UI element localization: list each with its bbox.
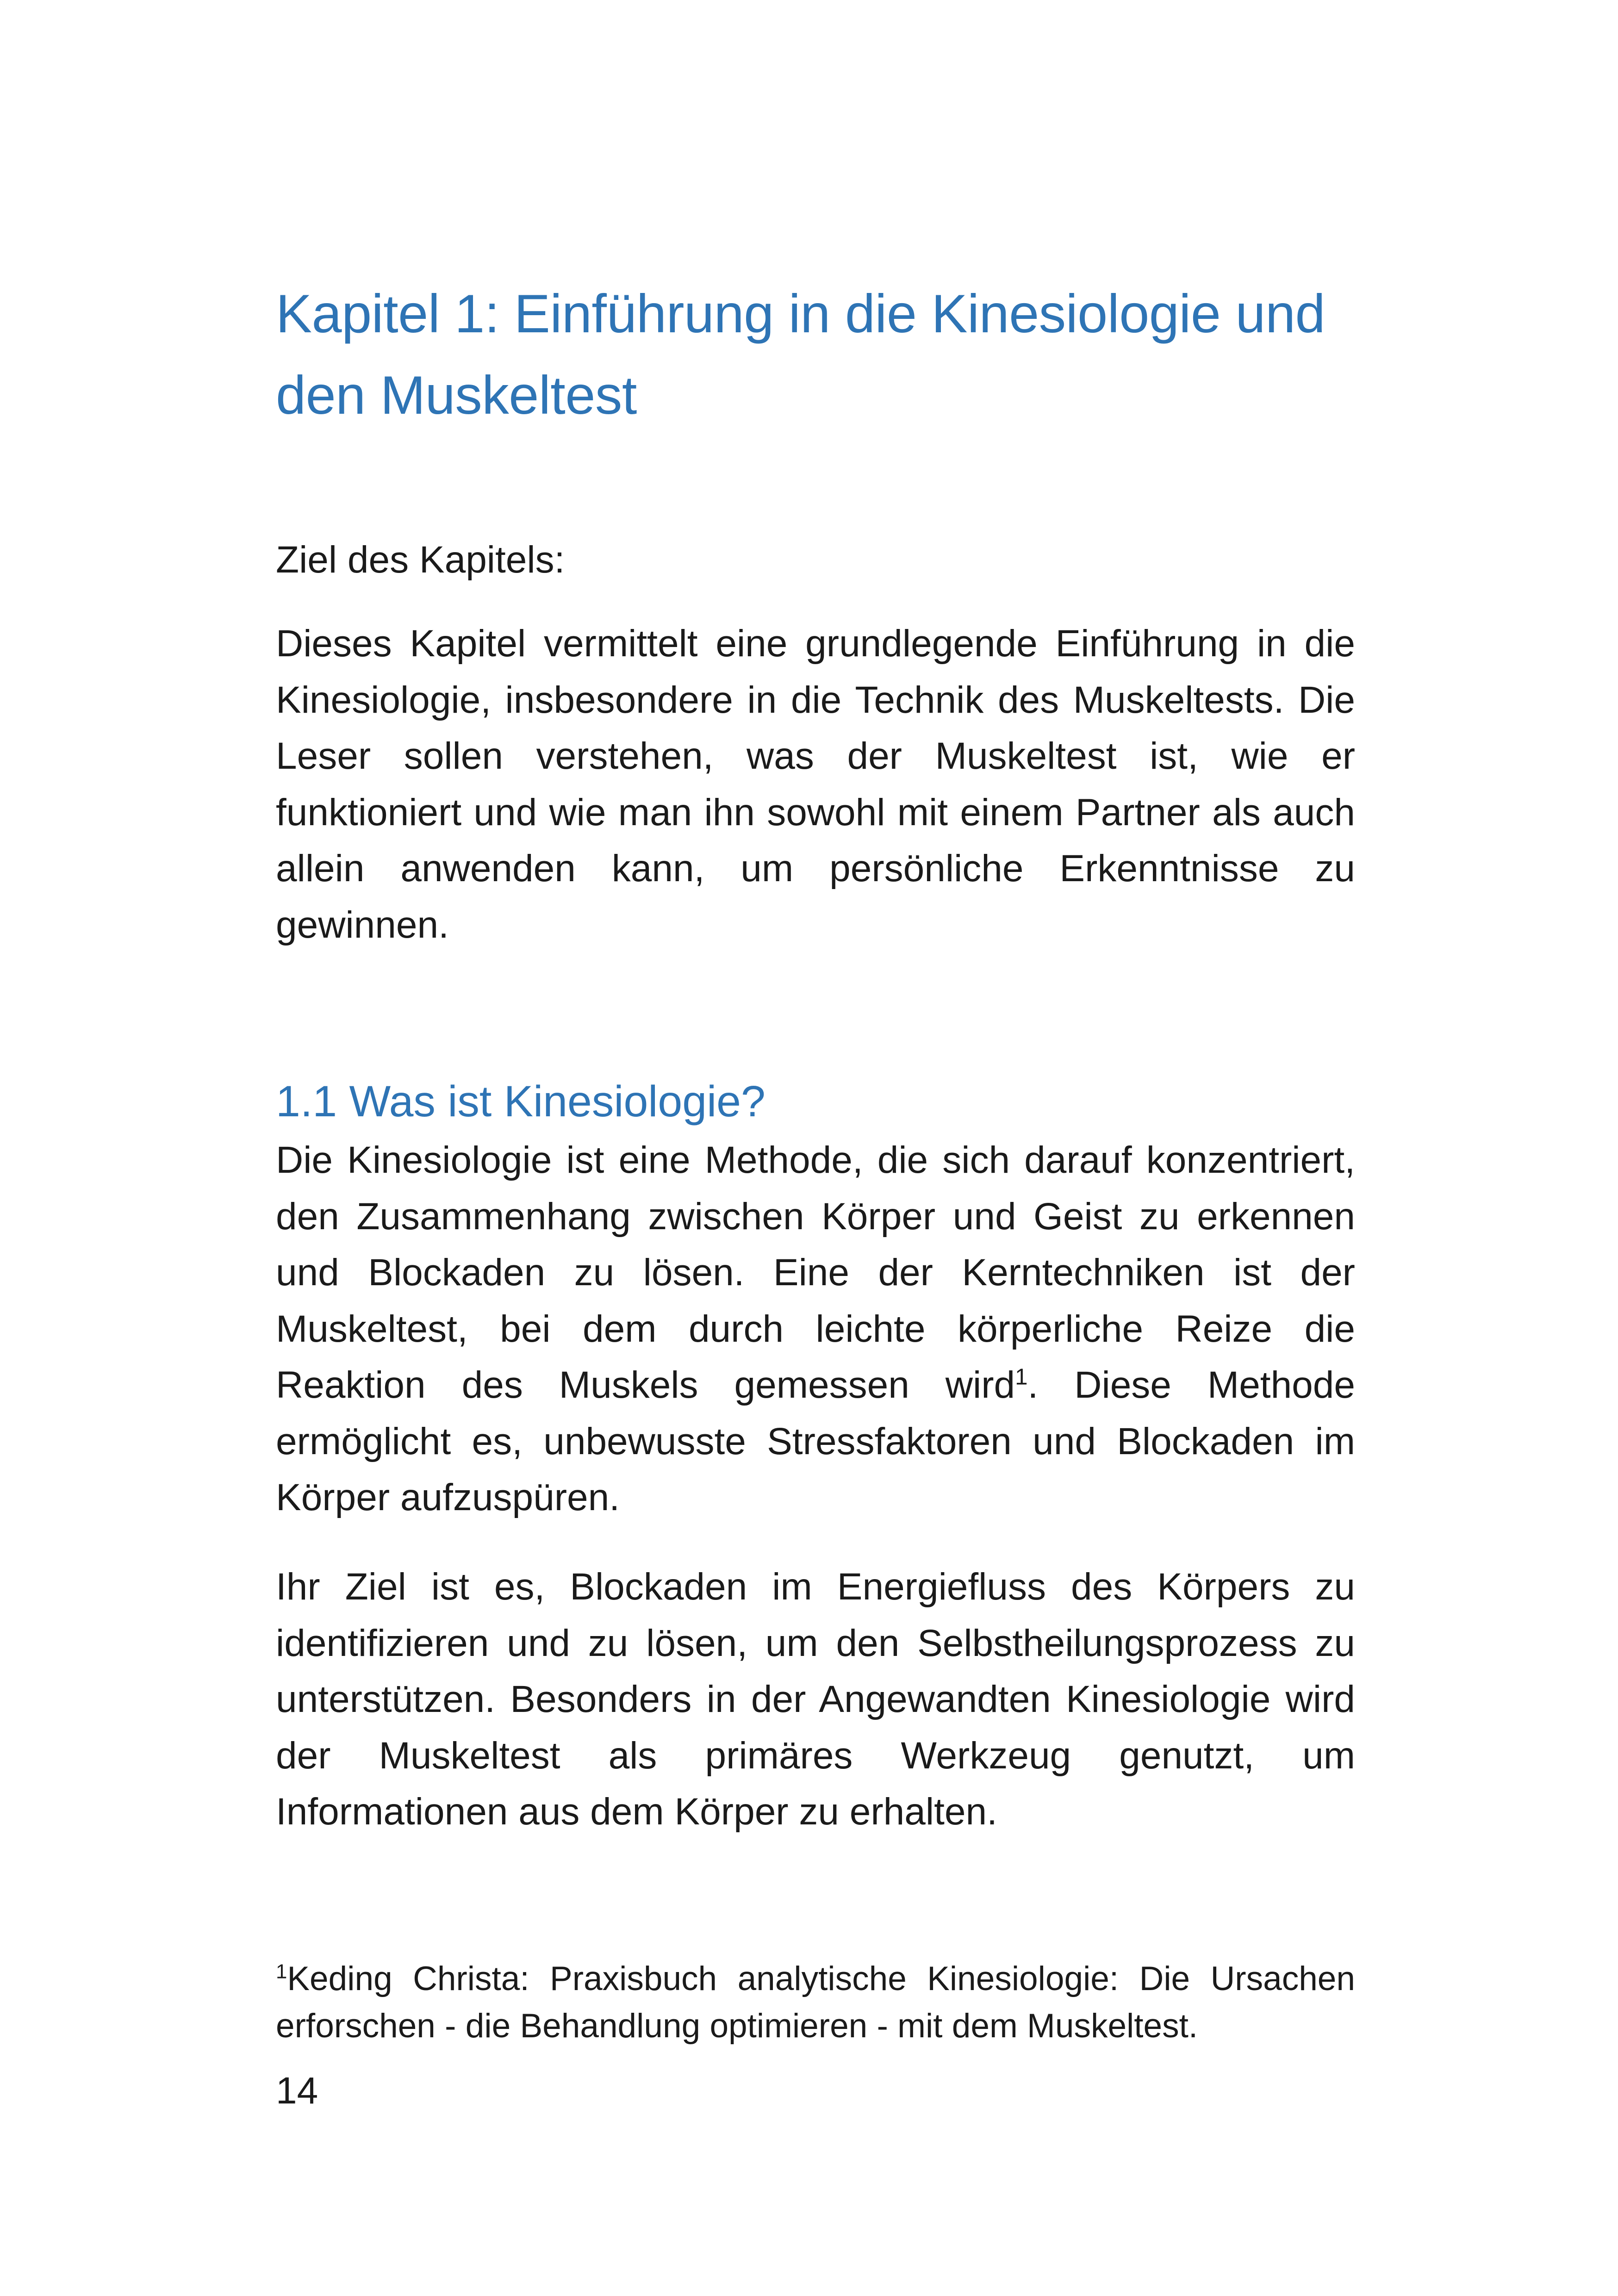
- footnote-reference[interactable]: 1: [1015, 1364, 1028, 1390]
- section-paragraph-1-text: Die Kinesiologie ist eine Methode, die sich darauf konzentriert, den Zusammenhang zwischen Körper und Geist zu erkennen und Blockaden zu lösen. Eine der Kerntechniken ist der Muskeltest, bei dem durch leichte körperliche Reize die Reaktion des Muskels gemessen wird: [276, 1139, 1355, 1406]
- chapter-goal-label: Ziel des Kapitels:: [276, 539, 565, 581]
- section-paragraph-1: [276, 1132, 1355, 1526]
- footnote-text: Keding Christa: Praxisbuch analytische Kinesiologie: Die Ursachen erforschen - die Behandlung optimieren - mit dem Muskeltest.: [276, 1960, 1355, 2045]
- page-number: 14: [276, 2070, 318, 2112]
- section-paragraph-1-continuation: . Diese Methode ermöglicht es, unbewusste Stressfaktoren und Blockaden im Körper aufzuspüren.: [276, 1364, 1355, 1518]
- section-title: 1.1 Was ist Kinesiologie?: [276, 1077, 765, 1126]
- document-page: [276, 0, 1355, 2296]
- footnote-marker: 1: [276, 1960, 287, 1983]
- chapter-goal-text: Dieses Kapitel vermittelt eine grundlegende Einführung in die Kinesiologie, insbesondere in die Technik des Muskeltests. Die Leser sollen verstehen, was der Muskeltest ist, wie er funktioniert und wie man ihn sowohl mit einem Partner als auch allein anwenden kann, um persönliche Erkenntnisse zu gewinnen.: [276, 622, 1355, 946]
- chapter-title: Kapitel 1: Einführung in die Kinesiologie und den Muskeltest: [276, 283, 1326, 425]
- footnote: [276, 1955, 1355, 2050]
- section-paragraph-2: Ihr Ziel ist es, Blockaden im Energiefluss des Körpers zu identifizieren und zu lösen, um den Selbstheilungsprozess zu unterstützen. Besonders in der Angewandten Kinesiologie wird der Muskeltest als primäres Werkzeug genutzt, um Informationen aus dem Körper zu erhalten.: [276, 1566, 1355, 1833]
